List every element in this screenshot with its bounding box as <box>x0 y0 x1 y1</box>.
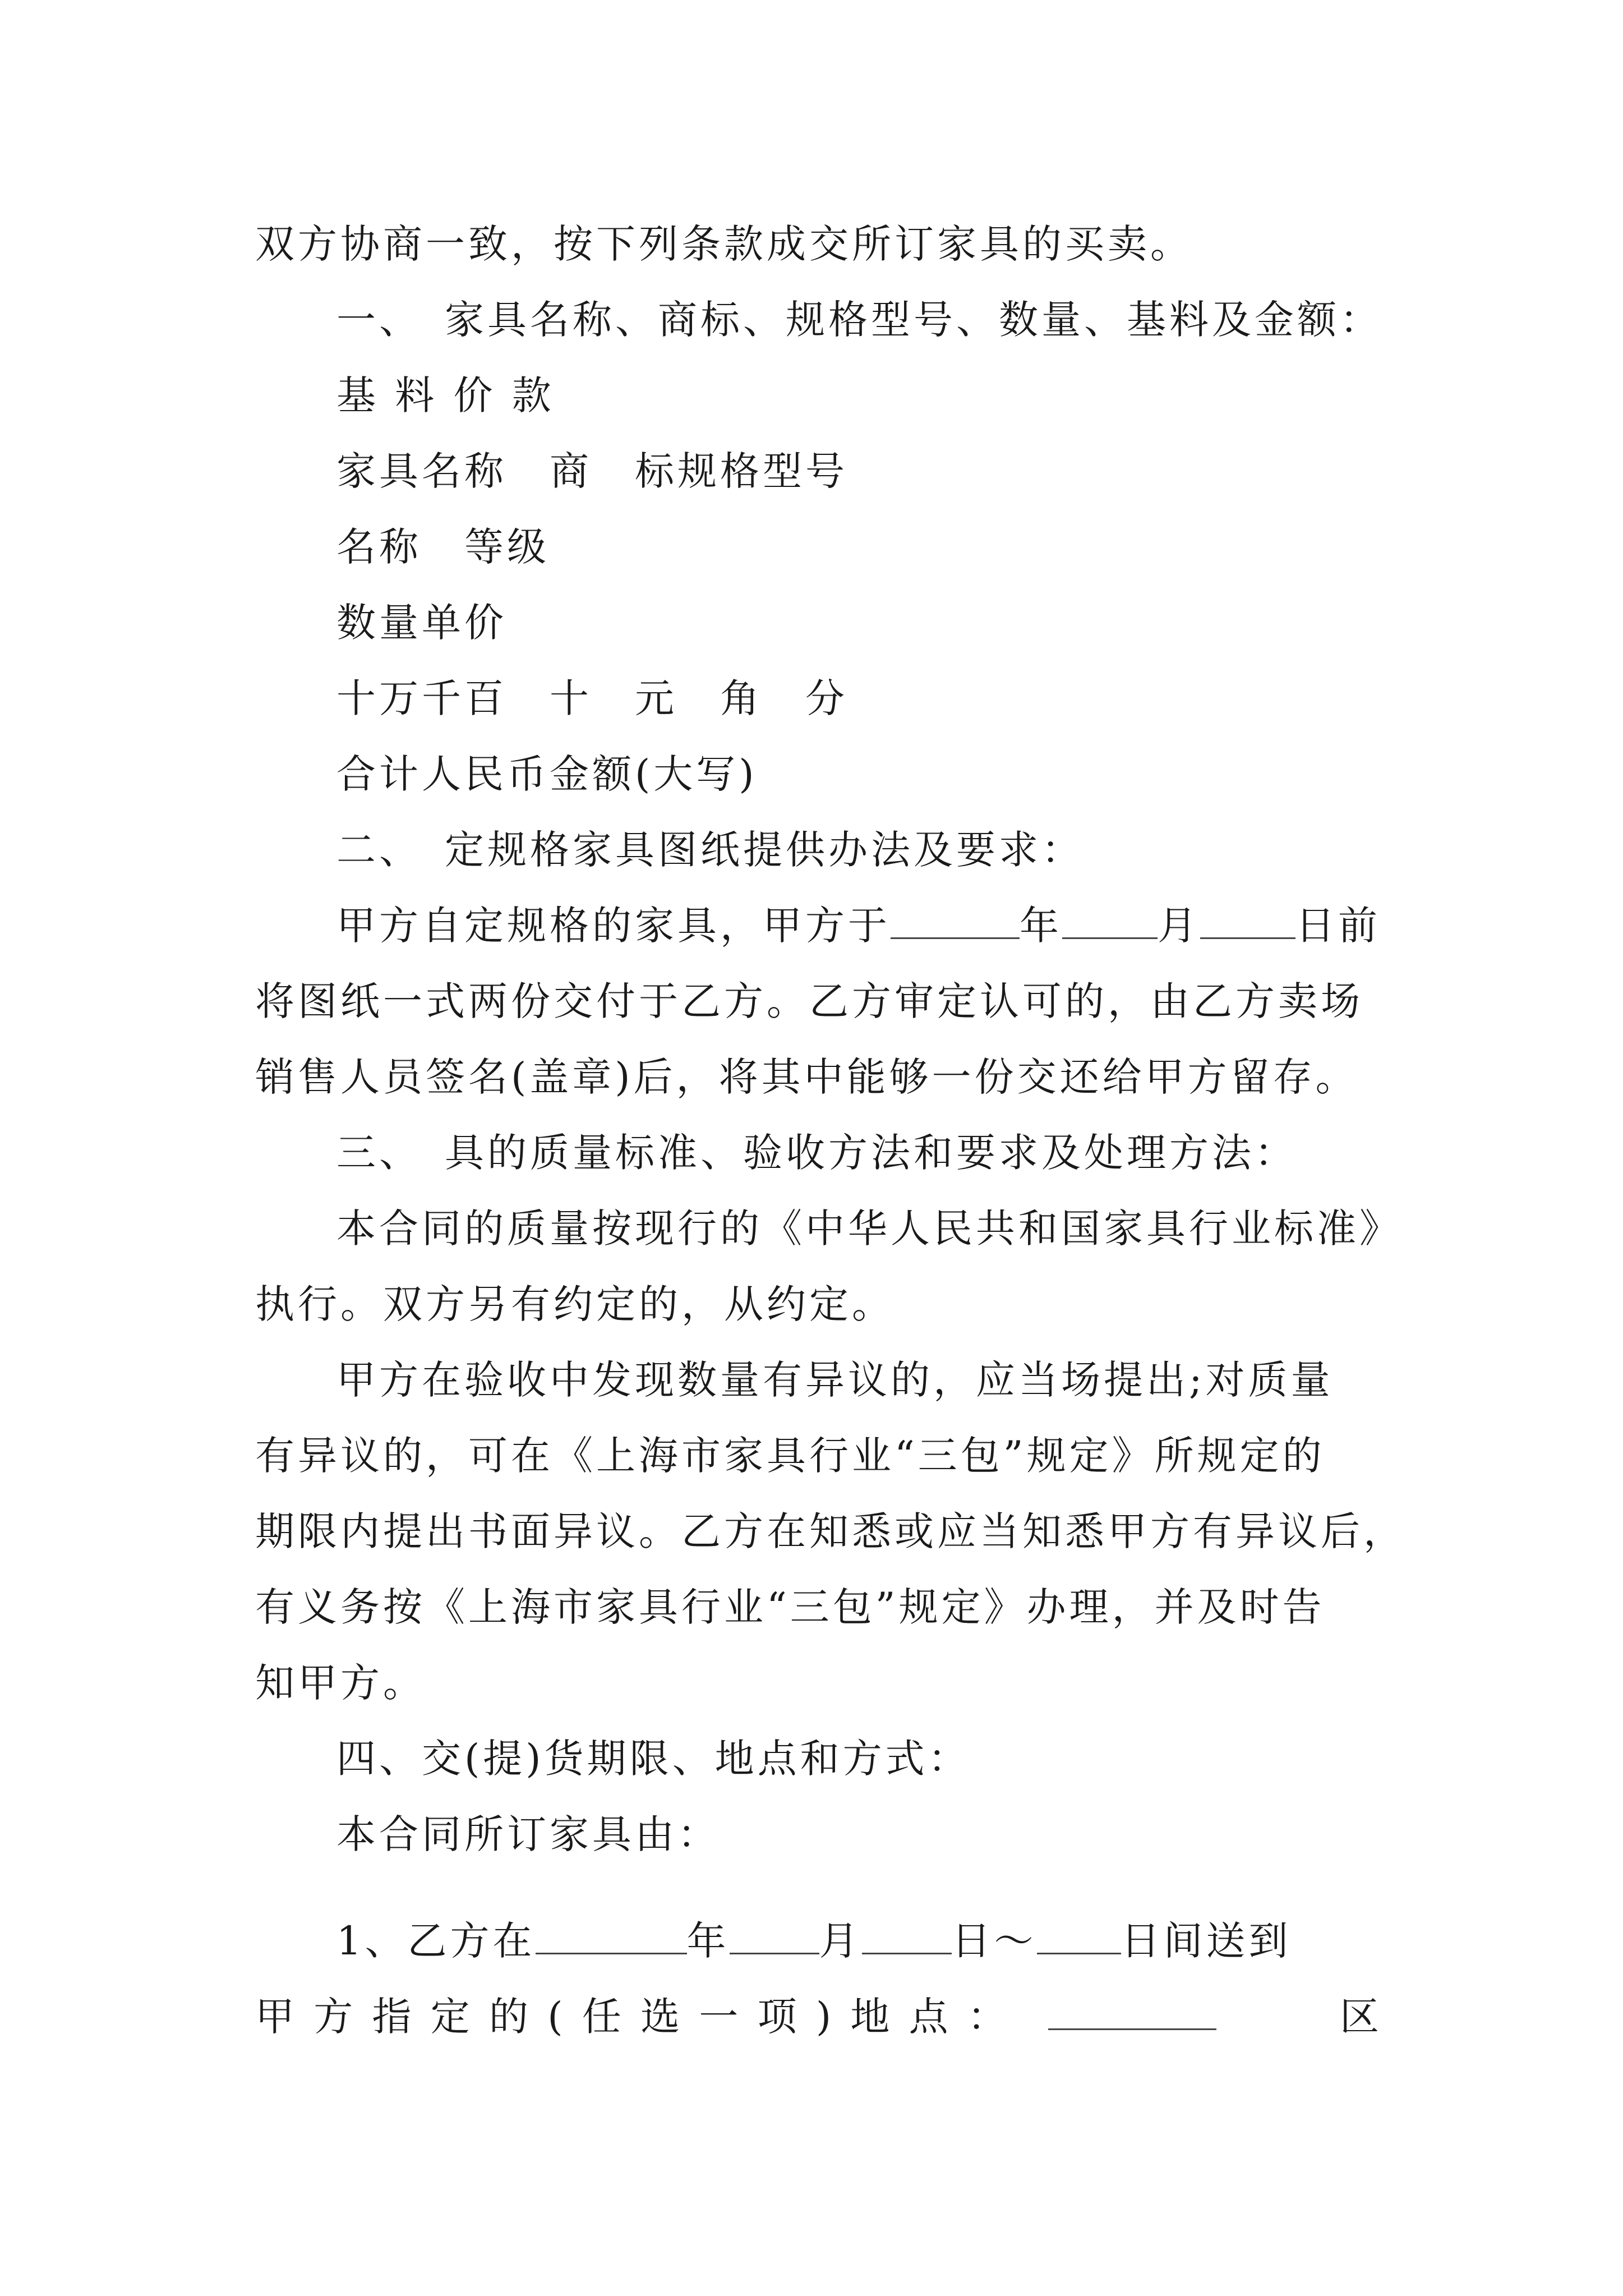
text-fragment: 1、乙方在 <box>336 1918 536 1964</box>
paragraph-line: 甲方在验收中发现数量有异议的，应当场提出;对质量 <box>336 1357 1334 1403</box>
text-fragment: 月 <box>1158 903 1200 949</box>
section-heading-1: 一、 家具名称、商标、规格型号、数量、基料及金额： <box>336 297 1382 343</box>
paragraph-line: 期限内提出书面异议。乙方在知悉或应当知悉甲方有异议后， <box>255 1508 1406 1554</box>
text-fragment: 日间送到 <box>1121 1918 1292 1964</box>
paragraph-line: 有异议的，可在《上海市家具行业“三包”规定》所规定的 <box>255 1433 1325 1479</box>
paragraph-line: 有义务按《上海市家具行业“三包”规定》办理，并及时告 <box>255 1584 1325 1630</box>
fill-blank <box>1062 898 1158 939</box>
text-fragment: 月 <box>819 1918 862 1964</box>
paragraph-line: 知甲方。 <box>255 1660 426 1706</box>
paragraph-line: 执行。双方另有约定的，从约定。 <box>255 1281 895 1327</box>
paragraph-line: 将图纸一式两份交付于乙方。乙方审定认可的，由乙方卖场 <box>255 978 1363 1024</box>
paragraph-line-with-blanks <box>336 1913 1382 1969</box>
text-fragment: 区 <box>1340 1994 1382 2040</box>
text-fragment: 日～ <box>951 1918 1037 1964</box>
section-heading-2: 二、 定规格家具图纸提供办法及要求： <box>336 827 1084 873</box>
fill-blank <box>536 1913 687 1954</box>
section-heading-4: 四、交(提)货期限、地点和方式： <box>336 1736 971 1782</box>
paragraph-line-with-blanks <box>255 1989 1382 2045</box>
fill-blank <box>1200 898 1295 939</box>
text-fragment: 日前 <box>1295 903 1381 949</box>
fill-blank <box>730 1913 819 1954</box>
table-label-line: 数量单价 <box>336 600 507 646</box>
text-fragment: 甲方自定规格的家具，甲方于 <box>336 903 891 949</box>
section-heading-3: 三、 具的质量标准、验收方法和要求及处理方法： <box>336 1130 1297 1176</box>
table-label-line: 合计人民币金额(大写) <box>336 751 758 797</box>
fill-blank <box>862 1913 952 1954</box>
table-label-line: 名称 等级 <box>336 524 550 570</box>
paragraph-line: 销售人员签名(盖章)后，将其中能够一份交还给甲方留存。 <box>255 1054 1358 1100</box>
fill-blank <box>1048 1989 1216 2030</box>
paragraph-line-with-blanks <box>336 898 1382 954</box>
table-label-line: 基 料 价 款 <box>336 372 555 418</box>
fill-blank <box>1037 1913 1121 1954</box>
paragraph-line: 本合同所订家具由： <box>336 1811 720 1857</box>
table-label-line: 家具名称 商 标规格型号 <box>336 448 848 494</box>
fill-blank <box>891 898 1020 939</box>
text-fragment: 年 <box>686 1918 730 1964</box>
table-label-line: 十万千百 十 元 角 分 <box>336 675 848 721</box>
text-fragment: 甲 方 指 定 的 ( 任 选 一 项 ) 地 点 ： <box>255 1994 1010 2040</box>
paragraph-line-1: 双方协商一致，按下列条款成交所订家具的买卖。 <box>255 221 1193 267</box>
text-fragment: 年 <box>1020 903 1062 949</box>
paragraph-line: 本合同的质量按现行的《中华人民共和国家具行业标准》 <box>336 1205 1402 1251</box>
